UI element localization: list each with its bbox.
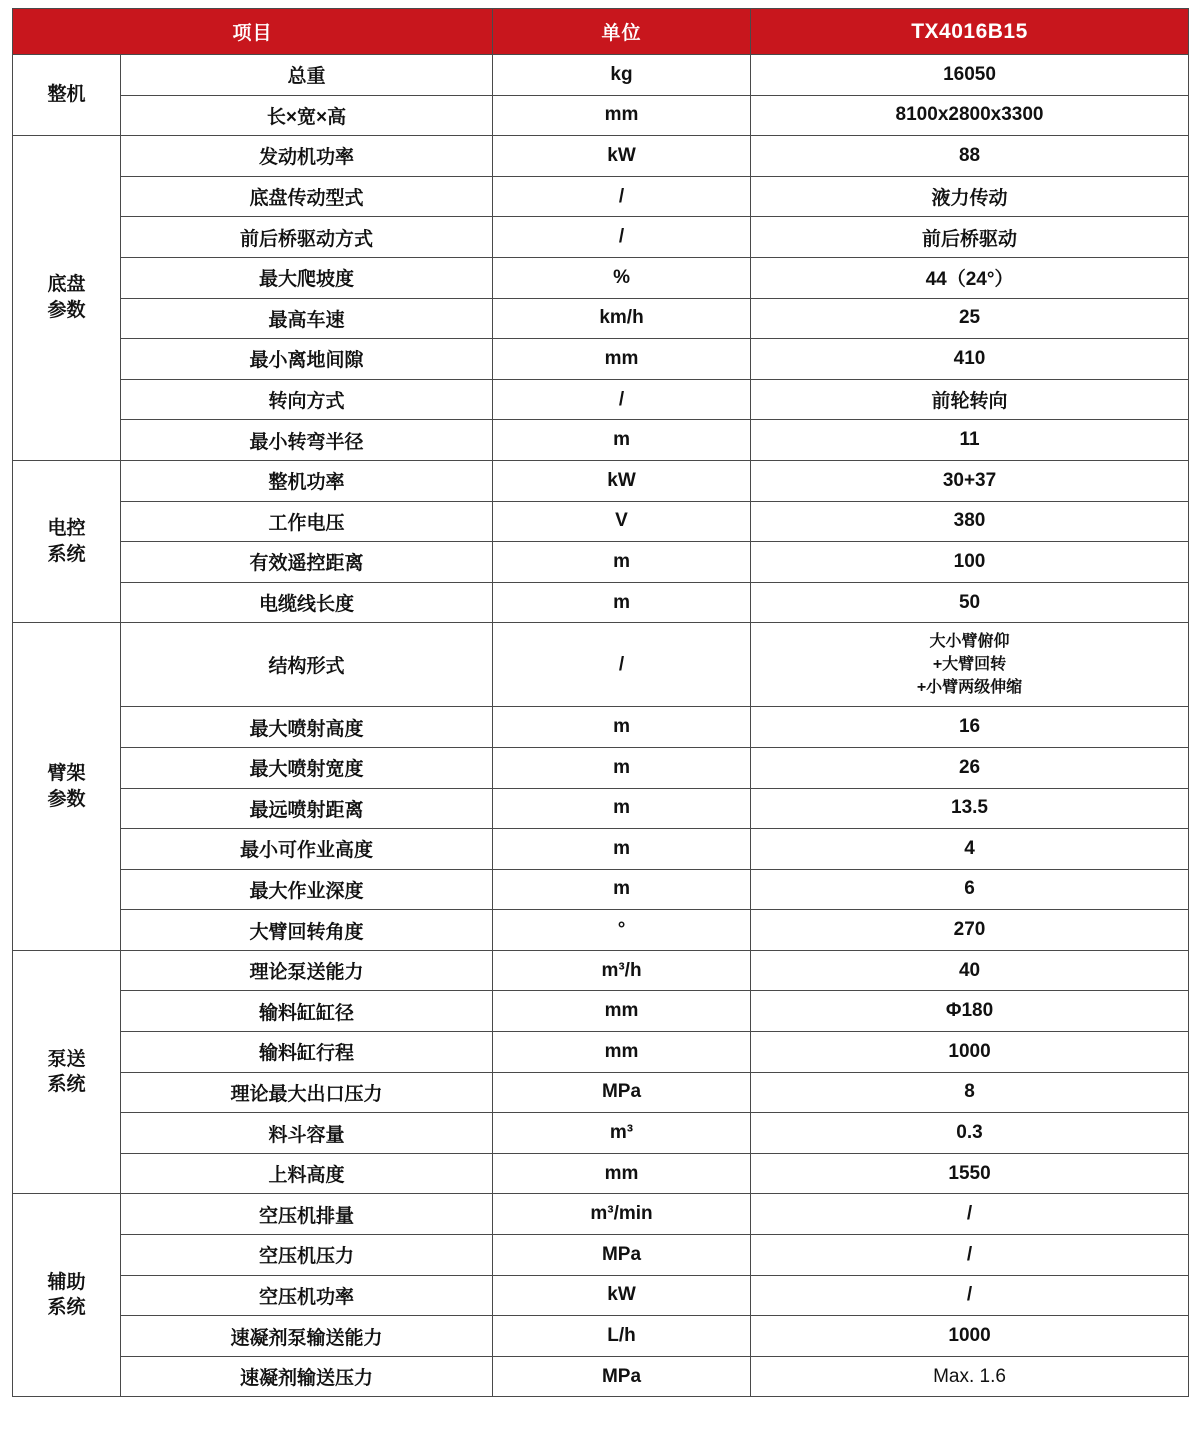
group-label: 底盘 参数 [13, 136, 121, 461]
row-value: 270 [751, 910, 1189, 951]
row-value: 100 [751, 542, 1189, 583]
table-row [13, 1194, 1189, 1235]
row-value: 1550 [751, 1153, 1189, 1194]
row-value: 4 [751, 829, 1189, 870]
table-row [13, 950, 1189, 991]
header-item: 项目 [13, 9, 493, 55]
row-unit: km/h [493, 298, 751, 339]
row-unit: m³ [493, 1113, 751, 1154]
row-item-label: 速凝剂输送压力 [121, 1356, 493, 1397]
row-item-label: 最远喷射距离 [121, 788, 493, 829]
row-item-label: 最小离地间隙 [121, 339, 493, 380]
table-head [13, 9, 1189, 55]
row-item-label: 最大作业深度 [121, 869, 493, 910]
table-row [13, 55, 1189, 96]
row-value: 40 [751, 950, 1189, 991]
table-row [13, 788, 1189, 829]
row-item-label: 空压机压力 [121, 1235, 493, 1276]
table-row [13, 1072, 1189, 1113]
row-value: 液力传动 [751, 176, 1189, 217]
row-unit: m [493, 747, 751, 788]
row-value: 88 [751, 136, 1189, 177]
row-unit: m [493, 582, 751, 623]
row-value: 0.3 [751, 1113, 1189, 1154]
row-value: / [751, 1194, 1189, 1235]
table-row [13, 623, 1189, 707]
row-item-label: 速凝剂泵输送能力 [121, 1316, 493, 1357]
group-label: 整机 [13, 55, 121, 136]
table-row [13, 1153, 1189, 1194]
row-item-label: 最大爬坡度 [121, 257, 493, 298]
table-row [13, 298, 1189, 339]
row-value: 380 [751, 501, 1189, 542]
table-row [13, 1032, 1189, 1073]
row-value: 30+37 [751, 460, 1189, 501]
row-value: 44（24°） [751, 257, 1189, 298]
table-row [13, 542, 1189, 583]
row-item-label: 有效遥控距离 [121, 542, 493, 583]
row-item-label: 大臂回转角度 [121, 910, 493, 951]
table-row [13, 257, 1189, 298]
table-row [13, 1235, 1189, 1276]
row-value: 410 [751, 339, 1189, 380]
row-item-label: 最小可作业高度 [121, 829, 493, 870]
row-value: 25 [751, 298, 1189, 339]
row-unit: mm [493, 95, 751, 136]
row-item-label: 最高车速 [121, 298, 493, 339]
row-item-label: 长×宽×高 [121, 95, 493, 136]
row-unit: kW [493, 1275, 751, 1316]
row-value: 16050 [751, 55, 1189, 96]
row-value: 大小臂俯仰 +大臂回转 +小臂两级伸缩 [751, 623, 1189, 707]
row-unit: kW [493, 136, 751, 177]
row-unit: / [493, 623, 751, 707]
row-item-label: 最大喷射高度 [121, 707, 493, 748]
table-row [13, 1113, 1189, 1154]
table-row [13, 582, 1189, 623]
row-unit: MPa [493, 1356, 751, 1397]
table-row [13, 910, 1189, 951]
row-item-label: 空压机功率 [121, 1275, 493, 1316]
row-value: / [751, 1275, 1189, 1316]
table-row [13, 869, 1189, 910]
row-value: Max. 1.6 [751, 1356, 1189, 1397]
table-row [13, 747, 1189, 788]
group-label: 泵送 系统 [13, 950, 121, 1194]
row-unit: mm [493, 1153, 751, 1194]
row-item-label: 上料高度 [121, 1153, 493, 1194]
table-row [13, 217, 1189, 258]
row-unit: m³/h [493, 950, 751, 991]
row-unit: m [493, 788, 751, 829]
table-row [13, 379, 1189, 420]
row-value: Φ180 [751, 991, 1189, 1032]
group-label: 臂架 参数 [13, 623, 121, 951]
row-item-label: 理论最大出口压力 [121, 1072, 493, 1113]
row-value: 6 [751, 869, 1189, 910]
header-unit: 单位 [493, 9, 751, 55]
table-row [13, 1316, 1189, 1357]
row-value: 11 [751, 420, 1189, 461]
row-unit: MPa [493, 1235, 751, 1276]
row-unit: m³/min [493, 1194, 751, 1235]
row-unit: mm [493, 339, 751, 380]
row-value: 26 [751, 747, 1189, 788]
row-unit: / [493, 176, 751, 217]
row-item-label: 电缆线长度 [121, 582, 493, 623]
table-row [13, 707, 1189, 748]
group-label: 辅助 系统 [13, 1194, 121, 1397]
row-item-label: 整机功率 [121, 460, 493, 501]
row-value: 8100x2800x3300 [751, 95, 1189, 136]
row-item-label: 输料缸缸径 [121, 991, 493, 1032]
row-unit: mm [493, 1032, 751, 1073]
row-item-label: 料斗容量 [121, 1113, 493, 1154]
table-row [13, 95, 1189, 136]
row-unit: / [493, 217, 751, 258]
specification-table [12, 8, 1189, 1397]
table-row [13, 829, 1189, 870]
row-item-label: 最小转弯半径 [121, 420, 493, 461]
table-row [13, 460, 1189, 501]
row-unit: m [493, 420, 751, 461]
row-item-label: 发动机功率 [121, 136, 493, 177]
table-row [13, 176, 1189, 217]
row-unit: m [493, 542, 751, 583]
table-row [13, 136, 1189, 177]
row-unit: / [493, 379, 751, 420]
row-value: 16 [751, 707, 1189, 748]
row-unit: m [493, 869, 751, 910]
row-unit: MPa [493, 1072, 751, 1113]
row-value: / [751, 1235, 1189, 1276]
row-item-label: 转向方式 [121, 379, 493, 420]
row-item-label: 工作电压 [121, 501, 493, 542]
row-value: 1000 [751, 1032, 1189, 1073]
row-item-label: 底盘传动型式 [121, 176, 493, 217]
row-item-label: 空压机排量 [121, 1194, 493, 1235]
row-value: 前后桥驱动 [751, 217, 1189, 258]
header-row [13, 9, 1189, 55]
row-value: 13.5 [751, 788, 1189, 829]
row-item-label: 前后桥驱动方式 [121, 217, 493, 258]
row-item-label: 总重 [121, 55, 493, 96]
table-row [13, 1275, 1189, 1316]
row-value: 8 [751, 1072, 1189, 1113]
row-value: 50 [751, 582, 1189, 623]
row-value: 1000 [751, 1316, 1189, 1357]
table-row [13, 991, 1189, 1032]
row-unit: L/h [493, 1316, 751, 1357]
row-unit: % [493, 257, 751, 298]
row-unit: V [493, 501, 751, 542]
row-unit: mm [493, 991, 751, 1032]
header-model: TX4016B15 [751, 9, 1189, 55]
row-value: 前轮转向 [751, 379, 1189, 420]
row-item-label: 理论泵送能力 [121, 950, 493, 991]
row-item-label: 结构形式 [121, 623, 493, 707]
row-item-label: 最大喷射宽度 [121, 747, 493, 788]
table-body [13, 55, 1189, 1397]
row-unit: m [493, 707, 751, 748]
row-item-label: 输料缸行程 [121, 1032, 493, 1073]
group-label: 电控 系统 [13, 460, 121, 622]
row-unit: ° [493, 910, 751, 951]
row-unit: kW [493, 460, 751, 501]
table-row [13, 1356, 1189, 1397]
table-row [13, 339, 1189, 380]
table-row [13, 501, 1189, 542]
row-unit: kg [493, 55, 751, 96]
row-unit: m [493, 829, 751, 870]
table-row [13, 420, 1189, 461]
